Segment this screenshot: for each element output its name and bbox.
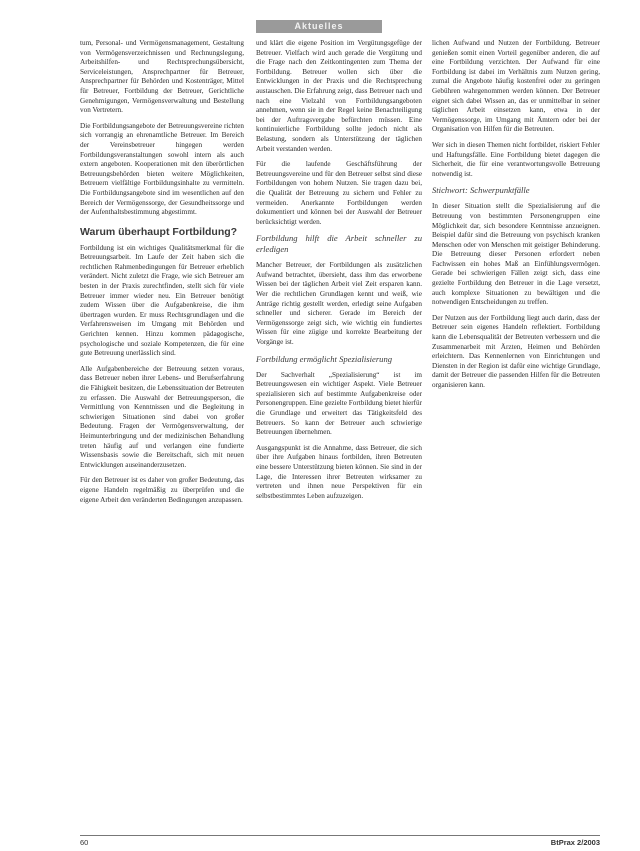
paragraph: Alle Aufgabenbereiche der Betreuung setzen voraus, dass Betreuer neben ihrer Lebens- und Berufserfahrung die Fähigkeit besitzen, die Lebenssituation der Betreuten zu erfassen. Die Auswahl der Betreuungsperson, die Vermittlung von Kenntnissen und die Begleitung in schwierigen Situationen sind dabei von großer Bedeutung. Fragen der Vermögensverwaltung, der Heimunterbringung und der medizinischen Behandlung treten häufig auf und verlangen eine fundierte Wissensbasis sowie die Bereitschaft, sich mit neuen Entwicklungen auseinanderzusetzen. [80, 364, 244, 469]
footer-divider [80, 835, 600, 836]
column-1 [80, 39, 244, 829]
paragraph: Der Sachverhalt „Spezialisierung“ ist im Betreuungswesen ein wichtiger Aspekt. Viele Betreuer spezialisieren sich auf bestimmte Aufgabenkreise oder Personengruppen. Eine gezielte Fortbildung bietet hierfür die Grundlage und erweitert das Tätigkeitsfeld des Betreuers. So kann der Betreuer auch schwierige Betreuungen übernehmen. [256, 370, 422, 437]
column-2 [256, 39, 422, 829]
section-header: Aktuelles [256, 20, 382, 33]
paragraph: Fortbildung ist ein wichtiges Qualitätsmerkmal für die Betreuungsarbeit. Im Laufe der Zeit haben sich die rechtlichen Rahmenbedingungen für Betreuer erheblich verändert. Nicht zuletzt die Frage, wie sich Betreuer am besten in der Praxis zurechtfinden, stellt sich für viele Betreuer immer wieder neu. Ein Betreuer benötigt zudem Wissen über die Aufgabenkreise, die ihm übertragen wurden. Er muss Rechtsgrundlagen und die Verfahrensweisen im Umgang mit Behörden und Gerichten kennen. Hinzu kommen pädagogische, psychologische und soziale Kompetenzen, die für eine gute Betreuung unerlässlich sind. [80, 243, 244, 358]
paragraph: Ausgangspunkt ist die Annahme, dass Betreuer, die sich über ihre Aufgaben hinaus fortbilden, ihren Betreuten eine bessere Unterstützung bieten können. Sie sind in der Lage, die Interessen ihrer Betreuten wirksamer zu vertreten und ihnen neue Perspektiven für ein selbstbestimmtes Leben aufzuzeigen. [256, 443, 422, 500]
subheading-focus-cases: Stichwort: Schwerpunktfälle [432, 185, 530, 196]
page-number: 60 [80, 838, 89, 847]
paragraph: tum, Personal- und Vermögensmanagement, Gestaltung von Vermögensverzeichnissen und Rechnungslegung, Arbeitshilfen- und Rechtsprechungsübersicht, Serviceleistungen, Ansprechpartner für Betreuer, Ansprechpartner für Behörden und Kostenträger, Mittel für Betreuer, Fortbildung der Betreuer, Gerichtliche Genehmigungen, Vermögensverwaltung und Bestellung von Vertretern. [80, 39, 244, 115]
subheading-specialisation: Fortbildung ermöglicht Spezialisierung [256, 353, 393, 364]
paragraph: Wer sich in diesen Themen nicht fortbildet, riskiert Fehler und Haftungsfälle. Eine Fortbildung bietet dagegen die Sicherheit, die für eine verantwortungsvolle Betreuung notwendig ist. [432, 140, 600, 178]
paragraph: Für den Betreuer ist es daher von großer Bedeutung, das eigene Handeln regelmäßig zu überprüfen und die eigene Arbeit den veränderten Bedingungen anzupassen. [80, 476, 244, 504]
paragraph: Der Nutzen aus der Fortbildung liegt auch darin, dass der Betreuer sein eigenes Handeln reflektiert. Fortbildung kann die Lebensqualität der Betreuten verbessern und die Zusammenarbeit mit Ärzten, Heimen und Behörden erleichtern. Das Kennenlernen von Einrichtungen und Diensten in der Region ist dafür eine wichtige Grundlage, damit der Betreuer die passenden Hilfen für die Betreuten organisieren kann. [432, 313, 600, 389]
paragraph: Für die laufende Geschäftsführung der Betreuungsvereine und für den Betreuer selbst sind diese Fortbildungen von hohem Nutzen. Sie tragen dazu bei, die Qualität der Betreuung zu sichern und Fehler zu vermeiden. Anerkannte Fortbildungen werden dokumentiert und können bei der Auswahl der Betreuer berücksichtigt werden. [256, 160, 422, 226]
footer-source: BtPrax 2/2003 [550, 838, 600, 847]
paragraph: Die Fortbildungsangebote der Betreuungsvereine richten sich vorrangig an ehrenamtliche Betreuer. Im Bereich der Vereinsbetreuer hingegen werden Fortbildungsveranstaltungen sowohl intern als auch extern angeboten. Kooperationen mit den überörtlichen Betreuungsbehörden bieten weitere Möglichkeiten, Betreuern vielfältige Fortbildungsinhalte zu vermitteln. Die Fortbildungsangebote sind im wesentlichen auf den Bereich der Vermögenssorge, der Gesundheitssorge und der Aufenthaltsbestimmung abgestimmt. [80, 121, 244, 217]
subheading-work-faster: Fortbildung hilft die Arbeit schneller zu erledigen [256, 233, 422, 255]
paragraph: lichen Aufwand und Nutzen der Fortbildung. Betreuer genießen somit einen Vorteil gegenüber anderen, die auf eine Fortbildung verzichten. Der Aufwand für eine Fortbildung ist dabei im Verhältnis zum Nutzen gering, zumal die Angebote häufig kostenfrei oder zu geringen Gebühren wahrgenommen werden können. Der Betreuer eignet sich dabei Wissen an, das er unmittelbar in seiner täglichen Arbeit einsetzen kann, etwa in der Vermögenssorge, im Umgang mit Ämtern oder bei der Organisation von Hilfen für die Betreuten. [432, 39, 600, 134]
paragraph: und klärt die eigene Position im Vergütungsgefüge der Betreuer. Vielfach wird auch gerade die Vergütung und die Frage nach den Zeitkontingenten zum Thema der Fortbildung. Betreuer wollen sich über die Entwicklungen in der Praxis und die Rechtsprechung austauschen. Die Erfahrung zeigt, dass Betreuer nach und nach eine Vielzahl von Fortbildungsangeboten annehmen, wenn sie in der Regel keine Benachteiligung bei der Auftragsvergabe befürchten müssen. Eine kontinuierliche Fortbildung sollte jedoch nicht als Belastung, sondern als Unterstützung der täglichen Arbeit verstanden werden. [256, 39, 422, 153]
paragraph: In dieser Situation stellt die Spezialisierung auf die Betreuung von bestimmten Personengruppen eine Möglichkeit dar, sich besondere Kenntnisse anzueignen. Beispiel dafür sind die Betreuung von psychisch kranken Menschen oder von Menschen mit geistiger Behinderung. Die Betreuung dieser Personen erfordert neben Fachwissen ein hohes Maß an Einfühlungsvermögen. Gerade bei schwierigen Fällen zeigt sich, dass eine gezielte Fortbildung den Betreuer in die Lage versetzt, auch komplexe Situationen zu bewältigen und die notwendigen Entscheidungen zu treffen. [432, 202, 600, 307]
column-3 [432, 39, 600, 829]
heading-why-training: Warum überhaupt Fortbildung? [80, 225, 238, 238]
paragraph: Mancher Betreuer, der Fortbildungen als zusätzlichen Aufwand betrachtet, übersieht, dass ihm das erworbene Wissen bei der täglichen Arbeit viel Zeit ersparen kann. Wer die rechtlichen Grundlagen kennt und weiß, wie Anträge richtig gestellt werden, erledigt seine Aufgaben schneller und sicherer. Gerade im Bereich der Vermögenssorge zeigt sich, wie wichtig ein fundiertes Wissen für eine zügige und korrekte Bearbeitung der Vorgänge ist. [256, 261, 422, 347]
